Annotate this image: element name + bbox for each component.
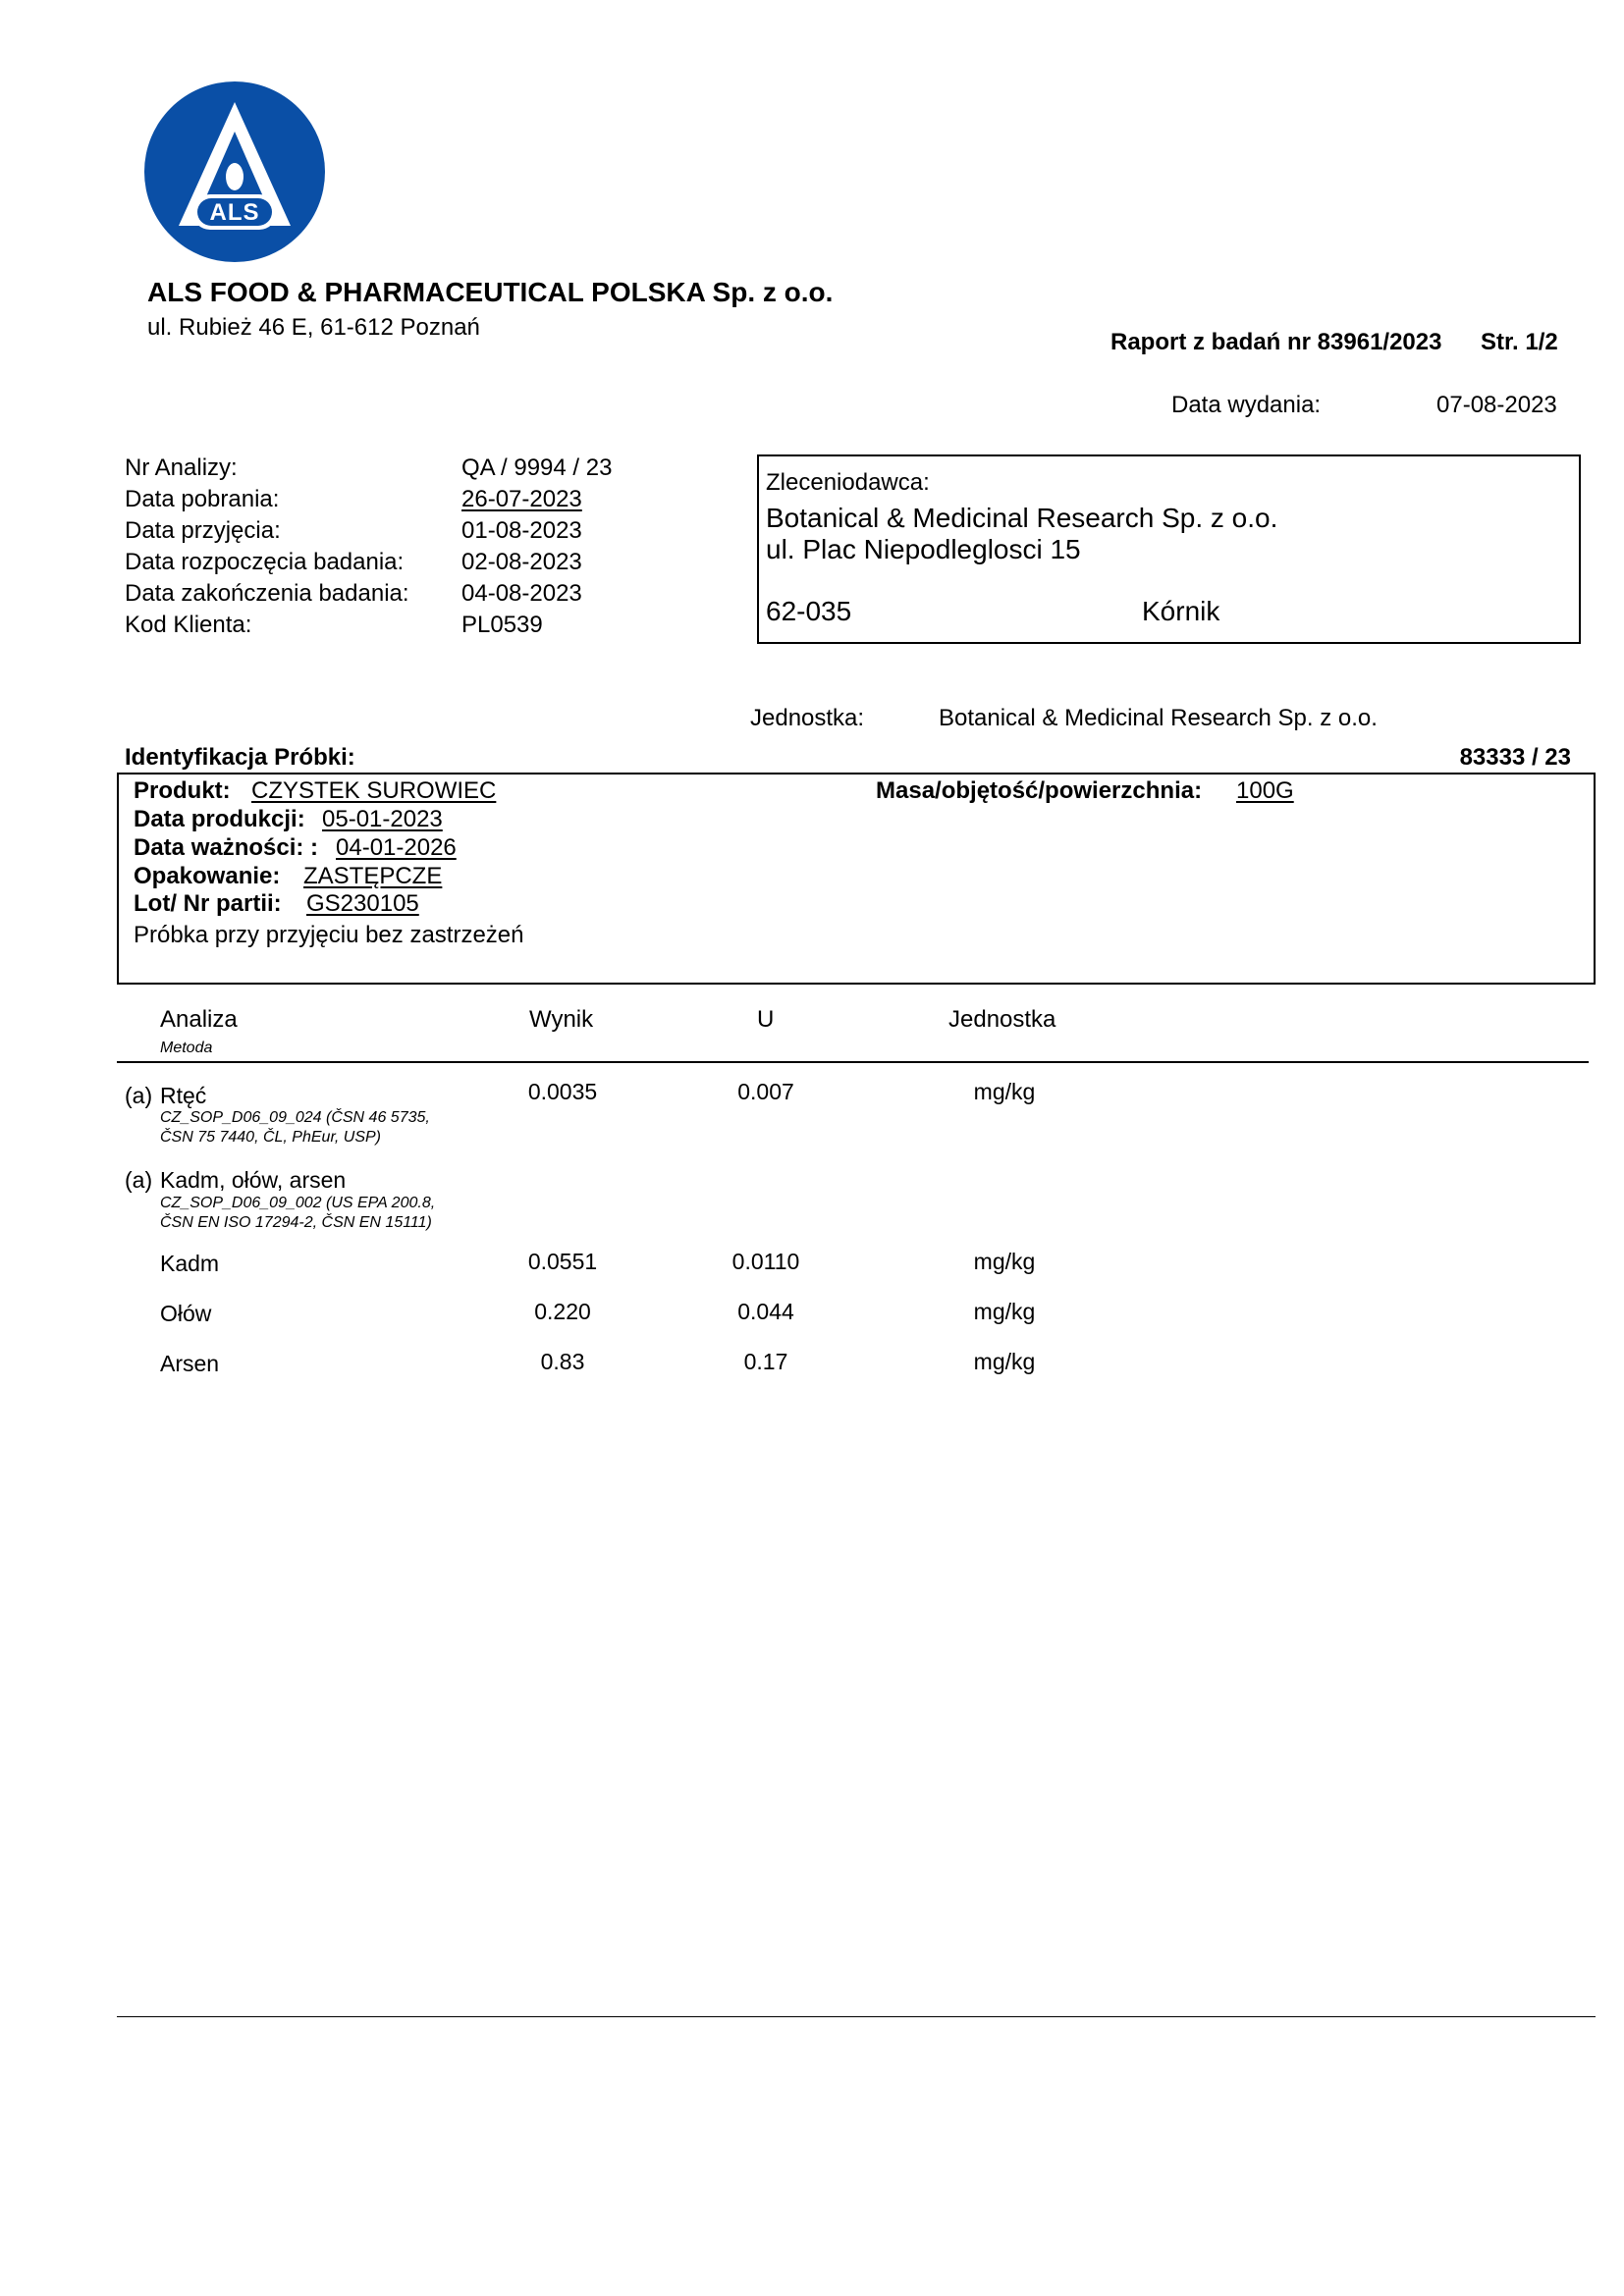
receipt-date-label: Data przyjęcia: — [125, 517, 281, 544]
prod-date-value: 05-01-2023 — [322, 806, 443, 832]
analysis-nr-label: Nr Analizy: — [125, 454, 238, 481]
col-analysis-header: Analiza — [160, 1006, 238, 1033]
mass-value: 100G — [1236, 777, 1294, 804]
table-row-unit: mg/kg — [973, 1299, 1036, 1324]
table-row-name: Ołów — [160, 1301, 212, 1326]
sampling-date-label: Data pobrania: — [125, 486, 280, 512]
table-row-u: 0.17 — [743, 1349, 788, 1374]
mercury-unit: mg/kg — [973, 1079, 1036, 1104]
issue-date-label: Data wydania: — [1171, 392, 1322, 418]
lot-label: Lot/ Nr partii: — [134, 890, 282, 917]
end-date-label: Data zakończenia badania: — [125, 580, 409, 607]
als-logo — [143, 80, 326, 263]
analysis-nr: QA / 9994 / 23 — [461, 454, 613, 481]
table-header-rule — [117, 1061, 1589, 1063]
group-prefix: (a) — [125, 1167, 153, 1193]
sample-number: 83333 / 23 — [1459, 744, 1571, 771]
packaging-value: ZASTĘPCZE — [303, 863, 443, 889]
group-method-line2: ČSN EN ISO 17294-2, ČSN EN 15111) — [160, 1214, 432, 1231]
company-name: ALS FOOD & PHARMACEUTICAL POLSKA Sp. z o.o. — [147, 277, 834, 307]
receipt-date: 01-08-2023 — [461, 517, 582, 544]
page-label: Str. 1/2 — [1481, 329, 1558, 355]
unit-value: Botanical & Medicinal Research Sp. z o.o. — [939, 705, 1378, 731]
sample-title: Identyfikacja Próbki: — [125, 744, 355, 771]
mercury-method-line2: ČSN 75 7440, ČL, PhEur, USP) — [160, 1129, 381, 1146]
col-unit-header: Jednostka — [948, 1006, 1056, 1033]
table-row-result: 0.0551 — [527, 1249, 598, 1274]
group-method-line1: CZ_SOP_D06_09_002 (US EPA 200.8, — [160, 1195, 436, 1211]
table-row-name: Arsen — [160, 1351, 220, 1376]
col-method-header: Metoda — [160, 1040, 213, 1056]
sampling-date: 26-07-2023 — [461, 486, 582, 512]
client-postal-code: 62-035 — [766, 596, 852, 626]
mercury-prefix: (a) — [125, 1083, 153, 1108]
client-label: Zleceniodawca: — [766, 469, 930, 496]
client-name: Botanical & Medicinal Research Sp. z o.o. — [766, 503, 1278, 533]
mercury-name: Rtęć — [160, 1083, 207, 1108]
table-row-unit: mg/kg — [973, 1349, 1036, 1374]
packaging-label: Opakowanie: — [134, 863, 281, 889]
client-code-label: Kod Klienta: — [125, 612, 252, 638]
table-row-unit: mg/kg — [973, 1249, 1036, 1274]
issue-date: 07-08-2023 — [1436, 392, 1557, 418]
mass-label: Masa/objętość/powierzchnia: — [876, 777, 1203, 804]
mercury-result: 0.0035 — [527, 1079, 598, 1104]
product-value: CZYSTEK SUROWIEC — [251, 777, 497, 804]
group-name: Kadm, ołów, arsen — [160, 1167, 347, 1193]
expiry-label: Data ważności: : — [134, 834, 319, 861]
als-logo-graphic — [143, 80, 326, 263]
client-city: Kórnik — [1142, 596, 1220, 626]
col-result-header: Wynik — [529, 1006, 594, 1033]
start-date: 02-08-2023 — [461, 549, 582, 575]
table-row-name: Kadm — [160, 1251, 220, 1276]
sample-note: Próbka przy przyjęciu bez zastrzeżeń — [134, 922, 524, 948]
table-row-u: 0.0110 — [731, 1249, 800, 1274]
expiry-value: 04-01-2026 — [336, 834, 457, 861]
mercury-u: 0.007 — [737, 1079, 794, 1104]
logo-text: ALS — [209, 199, 260, 226]
table-row-result: 0.220 — [534, 1299, 591, 1324]
lot-value: GS230105 — [306, 890, 419, 917]
report-title: Raport z badań nr 83961/2023 — [1110, 329, 1442, 355]
prod-date-label: Data produkcji: — [134, 806, 305, 832]
col-u-header: U — [757, 1006, 775, 1033]
client-street: ul. Plac Niepodleglosci 15 — [766, 534, 1081, 564]
end-date: 04-08-2023 — [461, 580, 582, 607]
start-date-label: Data rozpoczęcia badania: — [125, 549, 405, 575]
footer-rule — [117, 2016, 1596, 2017]
unit-label: Jednostka: — [750, 705, 865, 731]
client-code: PL0539 — [461, 612, 543, 638]
table-row-result: 0.83 — [540, 1349, 585, 1374]
company-address: ul. Rubież 46 E, 61-612 Poznań — [147, 314, 480, 341]
table-row-u: 0.044 — [737, 1299, 794, 1324]
mercury-method-line1: CZ_SOP_D06_09_024 (ČSN 46 5735, — [160, 1109, 430, 1126]
product-label: Produkt: — [134, 777, 231, 804]
